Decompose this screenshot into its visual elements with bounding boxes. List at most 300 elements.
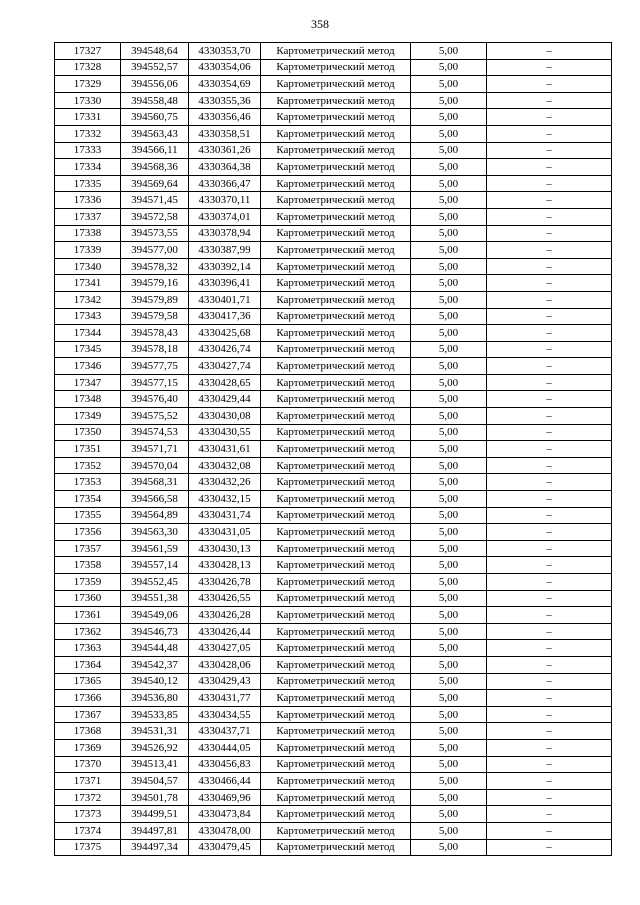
point-number-cell: 17356 <box>55 524 121 541</box>
note-cell: – <box>487 142 612 159</box>
method-cell: Картометрический метод <box>261 673 411 690</box>
point-number-cell: 17353 <box>55 474 121 491</box>
error-cell: 5,00 <box>411 507 487 524</box>
point-number-cell: 17373 <box>55 806 121 823</box>
x-coordinate-cell: 394560,75 <box>121 109 189 126</box>
table-row <box>55 325 612 342</box>
y-coordinate-cell: 4330428,13 <box>189 557 261 574</box>
table-row <box>55 839 612 856</box>
table-row <box>55 308 612 325</box>
x-coordinate-cell: 394578,18 <box>121 341 189 358</box>
table-row <box>55 358 612 375</box>
method-cell: Картометрический метод <box>261 457 411 474</box>
error-cell: 5,00 <box>411 673 487 690</box>
method-cell: Картометрический метод <box>261 374 411 391</box>
table-row <box>55 756 612 773</box>
method-cell: Картометрический метод <box>261 109 411 126</box>
method-cell: Картометрический метод <box>261 524 411 541</box>
x-coordinate-cell: 394574,53 <box>121 424 189 441</box>
y-coordinate-cell: 4330364,38 <box>189 159 261 176</box>
y-coordinate-cell: 4330387,99 <box>189 242 261 259</box>
note-cell: – <box>487 507 612 524</box>
table-row <box>55 275 612 292</box>
table-row <box>55 175 612 192</box>
y-coordinate-cell: 4330431,77 <box>189 690 261 707</box>
y-coordinate-cell: 4330355,36 <box>189 92 261 109</box>
x-coordinate-cell: 394552,45 <box>121 574 189 591</box>
error-cell: 5,00 <box>411 640 487 657</box>
x-coordinate-cell: 394558,48 <box>121 92 189 109</box>
y-coordinate-cell: 4330358,51 <box>189 125 261 142</box>
x-coordinate-cell: 394566,11 <box>121 142 189 159</box>
x-coordinate-cell: 394497,81 <box>121 822 189 839</box>
error-cell: 5,00 <box>411 192 487 209</box>
error-cell: 5,00 <box>411 656 487 673</box>
method-cell: Картометрический метод <box>261 341 411 358</box>
y-coordinate-cell: 4330374,01 <box>189 208 261 225</box>
note-cell: – <box>487 822 612 839</box>
note-cell: – <box>487 92 612 109</box>
point-number-cell: 17345 <box>55 341 121 358</box>
error-cell: 5,00 <box>411 92 487 109</box>
x-coordinate-cell: 394561,59 <box>121 540 189 557</box>
y-coordinate-cell: 4330354,06 <box>189 59 261 76</box>
error-cell: 5,00 <box>411 574 487 591</box>
table-row <box>55 822 612 839</box>
y-coordinate-cell: 4330432,15 <box>189 491 261 508</box>
x-coordinate-cell: 394531,31 <box>121 723 189 740</box>
table-row <box>55 59 612 76</box>
point-number-cell: 17355 <box>55 507 121 524</box>
y-coordinate-cell: 4330430,13 <box>189 540 261 557</box>
error-cell: 5,00 <box>411 590 487 607</box>
coordinates-table-body <box>55 43 612 856</box>
error-cell: 5,00 <box>411 175 487 192</box>
method-cell: Картометрический метод <box>261 474 411 491</box>
x-coordinate-cell: 394536,80 <box>121 690 189 707</box>
error-cell: 5,00 <box>411 374 487 391</box>
point-number-cell: 17365 <box>55 673 121 690</box>
error-cell: 5,00 <box>411 822 487 839</box>
x-coordinate-cell: 394499,51 <box>121 806 189 823</box>
x-coordinate-cell: 394573,55 <box>121 225 189 242</box>
method-cell: Картометрический метод <box>261 756 411 773</box>
x-coordinate-cell: 394577,00 <box>121 242 189 259</box>
x-coordinate-cell: 394577,15 <box>121 374 189 391</box>
error-cell: 5,00 <box>411 291 487 308</box>
table-row <box>55 291 612 308</box>
table-row <box>55 225 612 242</box>
method-cell: Картометрический метод <box>261 789 411 806</box>
y-coordinate-cell: 4330426,44 <box>189 623 261 640</box>
page-number: 358 <box>311 17 329 31</box>
table-row <box>55 408 612 425</box>
table-row <box>55 806 612 823</box>
table-row <box>55 640 612 657</box>
table-row <box>55 441 612 458</box>
y-coordinate-cell: 4330426,55 <box>189 590 261 607</box>
table-row <box>55 43 612 60</box>
point-number-cell: 17329 <box>55 76 121 93</box>
note-cell: – <box>487 109 612 126</box>
y-coordinate-cell: 4330378,94 <box>189 225 261 242</box>
note-cell: – <box>487 208 612 225</box>
table-row <box>55 208 612 225</box>
note-cell: – <box>487 789 612 806</box>
y-coordinate-cell: 4330434,55 <box>189 706 261 723</box>
table-row <box>55 192 612 209</box>
point-number-cell: 17344 <box>55 325 121 342</box>
error-cell: 5,00 <box>411 325 487 342</box>
method-cell: Картометрический метод <box>261 441 411 458</box>
method-cell: Картометрический метод <box>261 225 411 242</box>
method-cell: Картометрический метод <box>261 690 411 707</box>
y-coordinate-cell: 4330479,45 <box>189 839 261 856</box>
table-row <box>55 656 612 673</box>
table-row <box>55 623 612 640</box>
coordinates-table <box>54 42 612 856</box>
point-number-cell: 17350 <box>55 424 121 441</box>
method-cell: Картометрический метод <box>261 590 411 607</box>
x-coordinate-cell: 394575,52 <box>121 408 189 425</box>
y-coordinate-cell: 4330356,46 <box>189 109 261 126</box>
table-row <box>55 374 612 391</box>
error-cell: 5,00 <box>411 607 487 624</box>
x-coordinate-cell: 394501,78 <box>121 789 189 806</box>
y-coordinate-cell: 4330437,71 <box>189 723 261 740</box>
note-cell: – <box>487 341 612 358</box>
y-coordinate-cell: 4330456,83 <box>189 756 261 773</box>
table-row <box>55 474 612 491</box>
point-number-cell: 17332 <box>55 125 121 142</box>
note-cell: – <box>487 325 612 342</box>
note-cell: – <box>487 391 612 408</box>
note-cell: – <box>487 225 612 242</box>
error-cell: 5,00 <box>411 690 487 707</box>
error-cell: 5,00 <box>411 723 487 740</box>
note-cell: – <box>487 43 612 60</box>
table-row <box>55 491 612 508</box>
error-cell: 5,00 <box>411 275 487 292</box>
point-number-cell: 17339 <box>55 242 121 259</box>
x-coordinate-cell: 394571,71 <box>121 441 189 458</box>
point-number-cell: 17364 <box>55 656 121 673</box>
note-cell: – <box>487 690 612 707</box>
x-coordinate-cell: 394542,37 <box>121 656 189 673</box>
table-row <box>55 723 612 740</box>
y-coordinate-cell: 4330429,43 <box>189 673 261 690</box>
y-coordinate-cell: 4330432,08 <box>189 457 261 474</box>
table-row <box>55 109 612 126</box>
x-coordinate-cell: 394549,06 <box>121 607 189 624</box>
method-cell: Картометрический метод <box>261 59 411 76</box>
y-coordinate-cell: 4330466,44 <box>189 773 261 790</box>
error-cell: 5,00 <box>411 43 487 60</box>
y-coordinate-cell: 4330444,05 <box>189 739 261 756</box>
y-coordinate-cell: 4330431,05 <box>189 524 261 541</box>
y-coordinate-cell: 4330417,36 <box>189 308 261 325</box>
error-cell: 5,00 <box>411 424 487 441</box>
method-cell: Картометрический метод <box>261 739 411 756</box>
note-cell: – <box>487 839 612 856</box>
point-number-cell: 17360 <box>55 590 121 607</box>
x-coordinate-cell: 394578,43 <box>121 325 189 342</box>
point-number-cell: 17352 <box>55 457 121 474</box>
note-cell: – <box>487 491 612 508</box>
x-coordinate-cell: 394557,14 <box>121 557 189 574</box>
table-row <box>55 125 612 142</box>
y-coordinate-cell: 4330469,96 <box>189 789 261 806</box>
table-row <box>55 574 612 591</box>
y-coordinate-cell: 4330428,06 <box>189 656 261 673</box>
x-coordinate-cell: 394571,45 <box>121 192 189 209</box>
note-cell: – <box>487 408 612 425</box>
error-cell: 5,00 <box>411 557 487 574</box>
point-number-cell: 17330 <box>55 92 121 109</box>
method-cell: Картометрический метод <box>261 723 411 740</box>
x-coordinate-cell: 394563,30 <box>121 524 189 541</box>
table-row <box>55 242 612 259</box>
note-cell: – <box>487 773 612 790</box>
point-number-cell: 17362 <box>55 623 121 640</box>
note-cell: – <box>487 540 612 557</box>
point-number-cell: 17359 <box>55 574 121 591</box>
note-cell: – <box>487 159 612 176</box>
point-number-cell: 17342 <box>55 291 121 308</box>
table-row <box>55 773 612 790</box>
y-coordinate-cell: 4330366,47 <box>189 175 261 192</box>
table-row <box>55 789 612 806</box>
method-cell: Картометрический метод <box>261 540 411 557</box>
y-coordinate-cell: 4330401,71 <box>189 291 261 308</box>
error-cell: 5,00 <box>411 225 487 242</box>
point-number-cell: 17346 <box>55 358 121 375</box>
point-number-cell: 17328 <box>55 59 121 76</box>
point-number-cell: 17372 <box>55 789 121 806</box>
x-coordinate-cell: 394548,64 <box>121 43 189 60</box>
x-coordinate-cell: 394577,75 <box>121 358 189 375</box>
table-row <box>55 92 612 109</box>
method-cell: Картометрический метод <box>261 175 411 192</box>
error-cell: 5,00 <box>411 491 487 508</box>
table-row <box>55 557 612 574</box>
x-coordinate-cell: 394568,36 <box>121 159 189 176</box>
note-cell: – <box>487 806 612 823</box>
x-coordinate-cell: 394566,58 <box>121 491 189 508</box>
table-row <box>55 524 612 541</box>
point-number-cell: 17327 <box>55 43 121 60</box>
note-cell: – <box>487 524 612 541</box>
x-coordinate-cell: 394578,32 <box>121 258 189 275</box>
method-cell: Картометрический метод <box>261 706 411 723</box>
point-number-cell: 17349 <box>55 408 121 425</box>
point-number-cell: 17357 <box>55 540 121 557</box>
method-cell: Картометрический метод <box>261 242 411 259</box>
note-cell: – <box>487 673 612 690</box>
method-cell: Картометрический метод <box>261 92 411 109</box>
x-coordinate-cell: 394579,89 <box>121 291 189 308</box>
error-cell: 5,00 <box>411 474 487 491</box>
error-cell: 5,00 <box>411 391 487 408</box>
x-coordinate-cell: 394526,92 <box>121 739 189 756</box>
method-cell: Картометрический метод <box>261 308 411 325</box>
y-coordinate-cell: 4330473,84 <box>189 806 261 823</box>
point-number-cell: 17343 <box>55 308 121 325</box>
error-cell: 5,00 <box>411 159 487 176</box>
y-coordinate-cell: 4330428,65 <box>189 374 261 391</box>
x-coordinate-cell: 394568,31 <box>121 474 189 491</box>
method-cell: Картометрический метод <box>261 43 411 60</box>
note-cell: – <box>487 424 612 441</box>
x-coordinate-cell: 394579,58 <box>121 308 189 325</box>
y-coordinate-cell: 4330361,26 <box>189 142 261 159</box>
note-cell: – <box>487 590 612 607</box>
method-cell: Картометрический метод <box>261 125 411 142</box>
x-coordinate-cell: 394576,40 <box>121 391 189 408</box>
y-coordinate-cell: 4330429,44 <box>189 391 261 408</box>
method-cell: Картометрический метод <box>261 557 411 574</box>
note-cell: – <box>487 275 612 292</box>
method-cell: Картометрический метод <box>261 839 411 856</box>
y-coordinate-cell: 4330370,11 <box>189 192 261 209</box>
method-cell: Картометрический метод <box>261 275 411 292</box>
point-number-cell: 17335 <box>55 175 121 192</box>
y-coordinate-cell: 4330431,74 <box>189 507 261 524</box>
x-coordinate-cell: 394569,64 <box>121 175 189 192</box>
point-number-cell: 17340 <box>55 258 121 275</box>
x-coordinate-cell: 394504,57 <box>121 773 189 790</box>
note-cell: – <box>487 723 612 740</box>
method-cell: Картометрический метод <box>261 258 411 275</box>
error-cell: 5,00 <box>411 59 487 76</box>
error-cell: 5,00 <box>411 756 487 773</box>
point-number-cell: 17358 <box>55 557 121 574</box>
point-number-cell: 17351 <box>55 441 121 458</box>
note-cell: – <box>487 192 612 209</box>
method-cell: Картометрический метод <box>261 408 411 425</box>
error-cell: 5,00 <box>411 358 487 375</box>
point-number-cell: 17338 <box>55 225 121 242</box>
y-coordinate-cell: 4330426,28 <box>189 607 261 624</box>
method-cell: Картометрический метод <box>261 507 411 524</box>
error-cell: 5,00 <box>411 524 487 541</box>
note-cell: – <box>487 258 612 275</box>
y-coordinate-cell: 4330432,26 <box>189 474 261 491</box>
error-cell: 5,00 <box>411 125 487 142</box>
error-cell: 5,00 <box>411 308 487 325</box>
point-number-cell: 17331 <box>55 109 121 126</box>
note-cell: – <box>487 574 612 591</box>
y-coordinate-cell: 4330427,74 <box>189 358 261 375</box>
method-cell: Картометрический метод <box>261 208 411 225</box>
error-cell: 5,00 <box>411 258 487 275</box>
y-coordinate-cell: 4330396,41 <box>189 275 261 292</box>
point-number-cell: 17363 <box>55 640 121 657</box>
note-cell: – <box>487 242 612 259</box>
method-cell: Картометрический метод <box>261 574 411 591</box>
point-number-cell: 17336 <box>55 192 121 209</box>
note-cell: – <box>487 441 612 458</box>
table-row <box>55 673 612 690</box>
table-row <box>55 159 612 176</box>
note-cell: – <box>487 557 612 574</box>
table-row <box>55 142 612 159</box>
error-cell: 5,00 <box>411 341 487 358</box>
method-cell: Картометрический метод <box>261 76 411 93</box>
x-coordinate-cell: 394552,57 <box>121 59 189 76</box>
y-coordinate-cell: 4330353,70 <box>189 43 261 60</box>
table-row <box>55 457 612 474</box>
x-coordinate-cell: 394513,41 <box>121 756 189 773</box>
table-row <box>55 590 612 607</box>
note-cell: – <box>487 640 612 657</box>
error-cell: 5,00 <box>411 789 487 806</box>
note-cell: – <box>487 76 612 93</box>
method-cell: Картометрический метод <box>261 142 411 159</box>
x-coordinate-cell: 394556,06 <box>121 76 189 93</box>
point-number-cell: 17348 <box>55 391 121 408</box>
point-number-cell: 17374 <box>55 822 121 839</box>
method-cell: Картометрический метод <box>261 192 411 209</box>
method-cell: Картометрический метод <box>261 822 411 839</box>
error-cell: 5,00 <box>411 457 487 474</box>
point-number-cell: 17368 <box>55 723 121 740</box>
x-coordinate-cell: 394572,58 <box>121 208 189 225</box>
note-cell: – <box>487 739 612 756</box>
method-cell: Картометрический метод <box>261 159 411 176</box>
note-cell: – <box>487 656 612 673</box>
error-cell: 5,00 <box>411 441 487 458</box>
error-cell: 5,00 <box>411 706 487 723</box>
method-cell: Картометрический метод <box>261 607 411 624</box>
error-cell: 5,00 <box>411 242 487 259</box>
y-coordinate-cell: 4330426,78 <box>189 574 261 591</box>
table-row <box>55 607 612 624</box>
x-coordinate-cell: 394540,12 <box>121 673 189 690</box>
error-cell: 5,00 <box>411 109 487 126</box>
method-cell: Картометрический метод <box>261 491 411 508</box>
x-coordinate-cell: 394570,04 <box>121 457 189 474</box>
method-cell: Картометрический метод <box>261 806 411 823</box>
y-coordinate-cell: 4330430,55 <box>189 424 261 441</box>
x-coordinate-cell: 394564,89 <box>121 507 189 524</box>
x-coordinate-cell: 394579,16 <box>121 275 189 292</box>
point-number-cell: 17347 <box>55 374 121 391</box>
note-cell: – <box>487 457 612 474</box>
note-cell: – <box>487 59 612 76</box>
error-cell: 5,00 <box>411 142 487 159</box>
note-cell: – <box>487 291 612 308</box>
x-coordinate-cell: 394533,85 <box>121 706 189 723</box>
method-cell: Картометрический метод <box>261 391 411 408</box>
error-cell: 5,00 <box>411 408 487 425</box>
table-row <box>55 540 612 557</box>
note-cell: – <box>487 358 612 375</box>
point-number-cell: 17354 <box>55 491 121 508</box>
table-row <box>55 507 612 524</box>
point-number-cell: 17337 <box>55 208 121 225</box>
error-cell: 5,00 <box>411 540 487 557</box>
note-cell: – <box>487 125 612 142</box>
error-cell: 5,00 <box>411 839 487 856</box>
error-cell: 5,00 <box>411 623 487 640</box>
method-cell: Картометрический метод <box>261 325 411 342</box>
error-cell: 5,00 <box>411 739 487 756</box>
y-coordinate-cell: 4330478,00 <box>189 822 261 839</box>
y-coordinate-cell: 4330425,68 <box>189 325 261 342</box>
x-coordinate-cell: 394546,73 <box>121 623 189 640</box>
method-cell: Картометрический метод <box>261 640 411 657</box>
